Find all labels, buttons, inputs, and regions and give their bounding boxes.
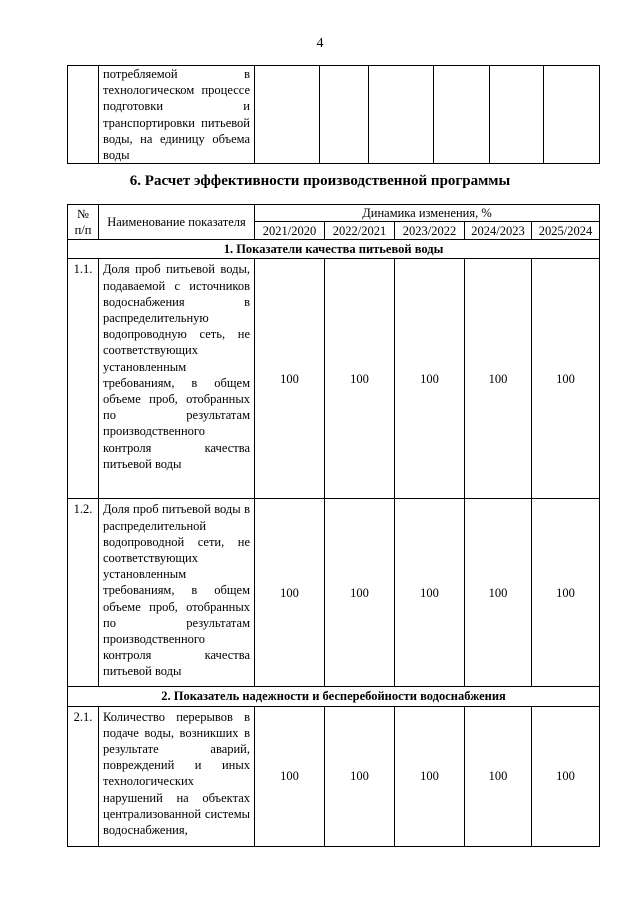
row-value: 100 — [325, 499, 395, 687]
row-value: 100 — [395, 259, 465, 499]
row-value: 100 — [325, 259, 395, 499]
row-name: Доля проб питьевой воды, подаваемой с источников водоснабжения в распределительную водопроводную сеть, не соответствующих установленным требованиям, в общем объеме проб, отобранных по результатам производственного контроля качества питьевой воды — [99, 259, 255, 499]
fragment-empty-cell — [434, 66, 490, 164]
row-value: 100 — [465, 259, 532, 499]
row-num: 1.2. — [68, 499, 99, 687]
fragment-empty-cell — [369, 66, 434, 164]
row-name: Количество перерывов в подаче воды, возникших в результате аварий, повреждений и иных технологических нарушений на объектах централизованной системы водоснабжения, — [99, 706, 255, 846]
row-value: 100 — [395, 706, 465, 846]
header-year: 2024/2023 — [465, 222, 532, 240]
row-value: 100 — [532, 499, 600, 687]
fragment-empty-cell — [544, 66, 600, 164]
section-title: 6. Расчет эффективности производственной программы — [129, 173, 511, 189]
header-year: 2022/2021 — [325, 222, 395, 240]
row-value: 100 — [532, 706, 600, 846]
header-dynamics: Динамика изменения, % — [255, 205, 600, 222]
row-value: 100 — [465, 706, 532, 846]
header-year: 2021/2020 — [255, 222, 325, 240]
row-value: 100 — [465, 499, 532, 687]
row-value: 100 — [532, 259, 600, 499]
row-num: 1.1. — [68, 259, 99, 499]
fragment-name-cell: потребляемой в технологическом процессе подготовки и транспортировки питьевой воды, на единицу объема воды — [99, 66, 255, 164]
row-value: 100 — [325, 706, 395, 846]
header-year: 2025/2024 — [532, 222, 600, 240]
efficiency-table — [67, 204, 600, 847]
fragment-empty-cell — [490, 66, 544, 164]
header-year: 2023/2022 — [395, 222, 465, 240]
fragment-num-cell — [68, 66, 99, 164]
group-title: 1. Показатели качества питьевой воды — [68, 240, 600, 259]
continued-table-fragment — [67, 65, 600, 164]
row-name: Доля проб питьевой воды в распределительной водопроводной сети, не соответствующих установленным требованиям, в общем объеме проб, отобранных по результатам производственного контроля качества питьевой воды — [99, 499, 255, 687]
row-value: 100 — [255, 259, 325, 499]
row-value: 100 — [255, 706, 325, 846]
header-name: Наименование показателя — [99, 205, 255, 240]
fragment-empty-cell — [255, 66, 320, 164]
group-title: 2. Показатель надежности и бесперебойности водоснабжения — [68, 687, 600, 706]
row-value: 100 — [395, 499, 465, 687]
row-num: 2.1. — [68, 706, 99, 846]
header-num: № п/п — [68, 205, 99, 240]
row-value: 100 — [255, 499, 325, 687]
page-number: 4 — [316, 36, 324, 51]
fragment-empty-cell — [320, 66, 369, 164]
